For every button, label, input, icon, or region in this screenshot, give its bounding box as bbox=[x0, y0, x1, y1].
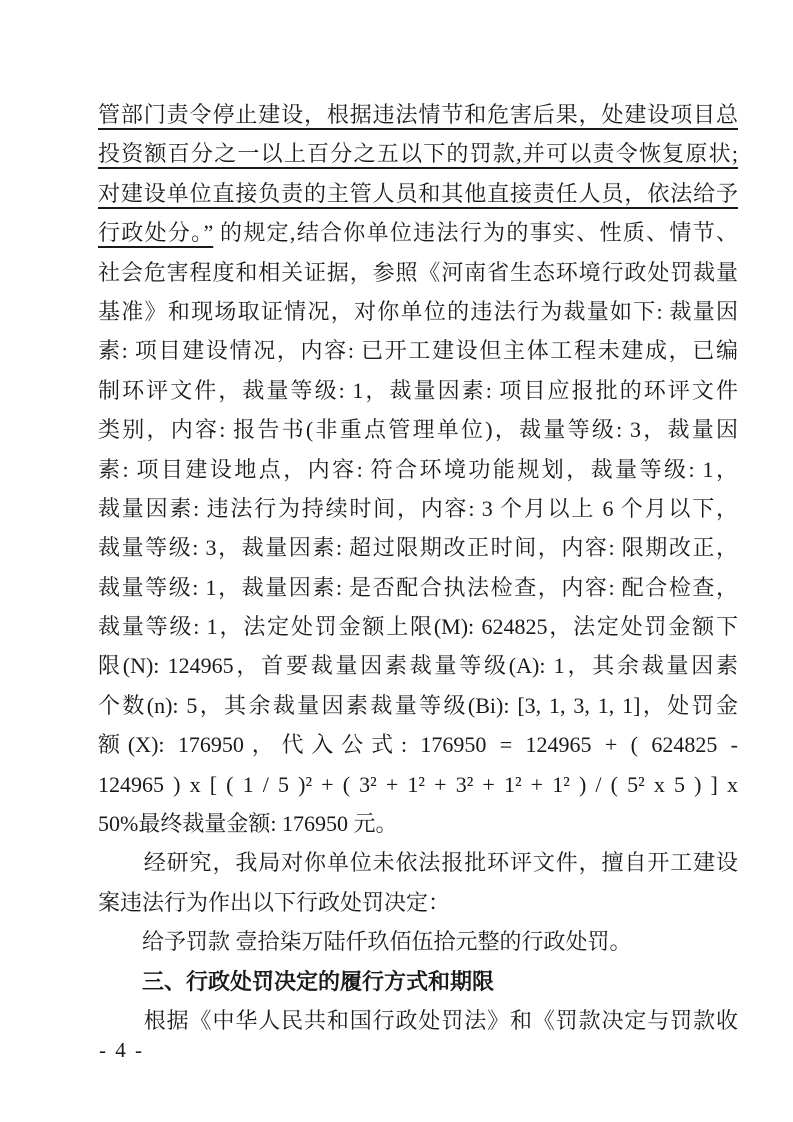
underlined-statute-text: 对建设单位直接负责的主管人员和其他直接责任人员，依法给予 bbox=[98, 180, 738, 206]
underlined-statute-text: 行政处分。” bbox=[98, 220, 214, 246]
text-line-3 bbox=[98, 174, 738, 213]
body-text-segment: 案违法行为作出以下行政处罚决定： bbox=[98, 889, 451, 915]
text-line-23 bbox=[98, 962, 738, 1001]
body-text-segment: 裁量等级: 3，裁量因素: 超过限期改正时间，内容: 限期改正， bbox=[98, 535, 738, 561]
text-line-12 bbox=[98, 528, 738, 567]
text-line-11 bbox=[98, 489, 738, 528]
text-line-19 bbox=[98, 804, 738, 843]
body-text-segment: 限(N): 124965，首要裁量因素裁量等级(A): 1，其余裁量因素 bbox=[98, 653, 738, 679]
body-text-segment: 裁量等级: 1，法定处罚金额上限(M): 624825，法定处罚金额下 bbox=[98, 614, 738, 640]
text-line-22 bbox=[98, 922, 738, 961]
text-line-9 bbox=[98, 410, 738, 449]
text-line-17 bbox=[98, 725, 738, 764]
text-line-14 bbox=[98, 607, 738, 646]
body-text-segment: 的规定,结合你单位违法行为的事实、性质、情节、 bbox=[213, 220, 738, 246]
body-text-segment: 素: 项目建设地点，内容: 符合环境功能规划，裁量等级: 1， bbox=[98, 456, 738, 482]
page-number: - 4 - bbox=[99, 1038, 144, 1062]
body-text-segment: 个数(n): 5，其余裁量因素裁量等级(Bi): [3, 1, 3, 1, 1]，处罚金 bbox=[98, 692, 738, 718]
text-line-24 bbox=[98, 1001, 738, 1040]
text-line-21 bbox=[98, 883, 738, 922]
text-line-5 bbox=[98, 253, 738, 292]
body-text-segment: 额(X): 176950，代入公式: 176950 = 124965 + ( 624825 - bbox=[98, 732, 738, 758]
text-line-10 bbox=[98, 450, 738, 489]
body-text-segment: 50%最终裁量金额: 176950 元。 bbox=[98, 811, 398, 837]
text-line-16 bbox=[98, 686, 738, 725]
body-text-segment: 裁量因素: 违法行为持续时间，内容: 3 个月以上 6 个月以下， bbox=[98, 495, 738, 521]
body-text-segment: 根据《中华人民共和国行政处罚法》和《罚款决定与罚款收 bbox=[98, 1007, 738, 1033]
text-line-6 bbox=[98, 292, 738, 331]
text-line-8 bbox=[98, 371, 738, 410]
document-body bbox=[98, 95, 738, 1040]
section-heading-text: 三、行政处罚决定的履行方式和期限 bbox=[98, 968, 495, 994]
body-text-segment: 124965 ) x [ ( 1 / 5 )² + ( 3² + 1² + 3² + 1² + 1² ) / ( 5² x 5 ) ] x bbox=[98, 771, 738, 797]
body-text-segment: 裁量等级: 1，裁量因素: 是否配合执法检查，内容: 配合检查， bbox=[98, 574, 738, 600]
body-text-segment: 素: 项目建设情况，内容: 已开工建设但主体工程未建成，已编 bbox=[98, 338, 738, 364]
text-line-4 bbox=[98, 213, 738, 252]
body-text-segment: 经研究，我局对你单位未依法报批环评文件，擅自开工建设 bbox=[98, 850, 738, 876]
text-line-15 bbox=[98, 646, 738, 685]
body-text-segment: 类别，内容: 报告书(非重点管理单位)，裁量等级: 3，裁量因 bbox=[98, 417, 738, 443]
text-line-18 bbox=[98, 765, 738, 804]
text-line-20 bbox=[98, 843, 738, 882]
text-line-2 bbox=[98, 134, 738, 173]
text-line-1 bbox=[98, 95, 738, 134]
body-text-segment: 制环评文件，裁量等级: 1，裁量因素: 项目应报批的环评文件 bbox=[98, 377, 738, 403]
body-text-segment: 基准》和现场取证情况，对你单位的违法行为裁量如下: 裁量因 bbox=[98, 298, 738, 324]
body-text-segment: 社会危害程度和相关证据，参照《河南省生态环境行政处罚裁量 bbox=[98, 259, 738, 285]
underlined-statute-text: 管部门责令停止建设，根据违法情节和危害后果，处建设项目总 bbox=[98, 102, 738, 127]
text-line-13 bbox=[98, 568, 738, 607]
text-line-7 bbox=[98, 331, 738, 370]
body-text-segment: 给予罚款 壹拾柒万陆仟玖佰伍拾元整的行政处罚。 bbox=[98, 929, 632, 955]
underlined-statute-text: 投资额百分之一以上百分之五以下的罚款,并可以责令恢复原状; bbox=[98, 141, 738, 167]
